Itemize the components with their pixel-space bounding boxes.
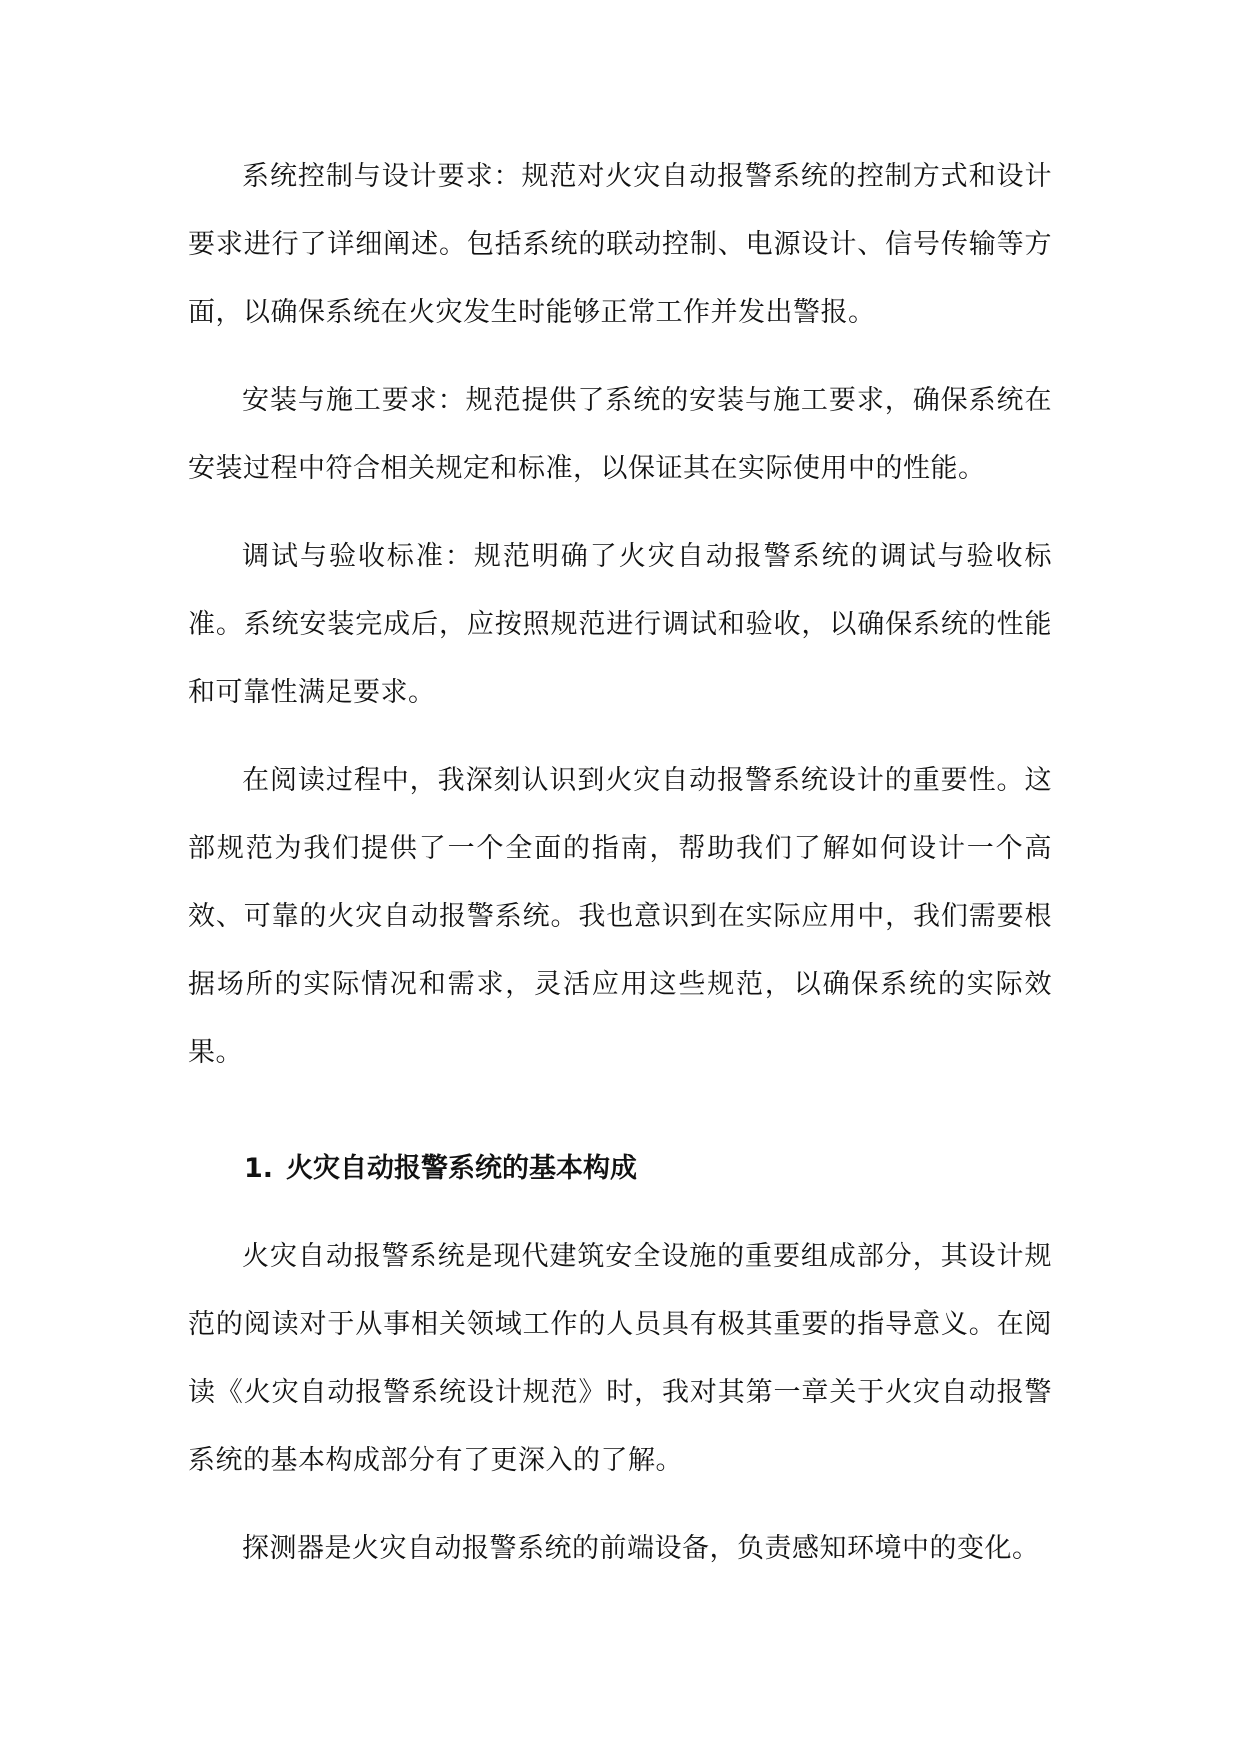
section-title: 火灾自动报警系统的基本构成 — [286, 1153, 637, 1184]
paragraph-detector: 探测器是火灾自动报警系统的前端设备，负责感知环境中的变化。 — [242, 1533, 1040, 1564]
paragraph-debug-acceptance: 调试与验收标准：规范明确了火灾自动报警系统的调试与验收标准。系统安装完成后，应按照规范进行调试和验收，以确保系统的性能和可靠性满足要求。 — [188, 541, 1052, 708]
paragraph-intro: 火灾自动报警系统是现代建筑安全设施的重要组成部分，其设计规范的阅读对于从事相关领域工作的人员具有极其重要的指导意义。在阅读《火灾自动报警系统设计规范》时，我对其第一章关于火灾自动报警系统的基本构成部分有了更深入的了解。 — [188, 1241, 1052, 1476]
section-number: 1. — [244, 1153, 274, 1184]
section-heading — [188, 1135, 1052, 1203]
paragraph-installation: 安装与施工要求：规范提供了系统的安装与施工要求，确保系统在安装过程中符合相关规定和标准，以保证其在实际使用中的性能。 — [188, 385, 1052, 484]
paragraph-reflection: 在阅读过程中，我深刻认识到火灾自动报警系统设计的重要性。这部规范为我们提供了一个全面的指南，帮助我们了解如何设计一个高效、可靠的火灾自动报警系统。我也意识到在实际应用中，我们需要根据场所的实际情况和需求，灵活应用这些规范，以确保系统的实际效果。 — [188, 765, 1052, 1068]
paragraph-control-design: 系统控制与设计要求：规范对火灾自动报警系统的控制方式和设计要求进行了详细阐述。包括系统的联动控制、电源设计、信号传输等方面，以确保系统在火灾发生时能够正常工作并发出警报。 — [188, 161, 1052, 328]
document-page — [188, 143, 1052, 1603]
